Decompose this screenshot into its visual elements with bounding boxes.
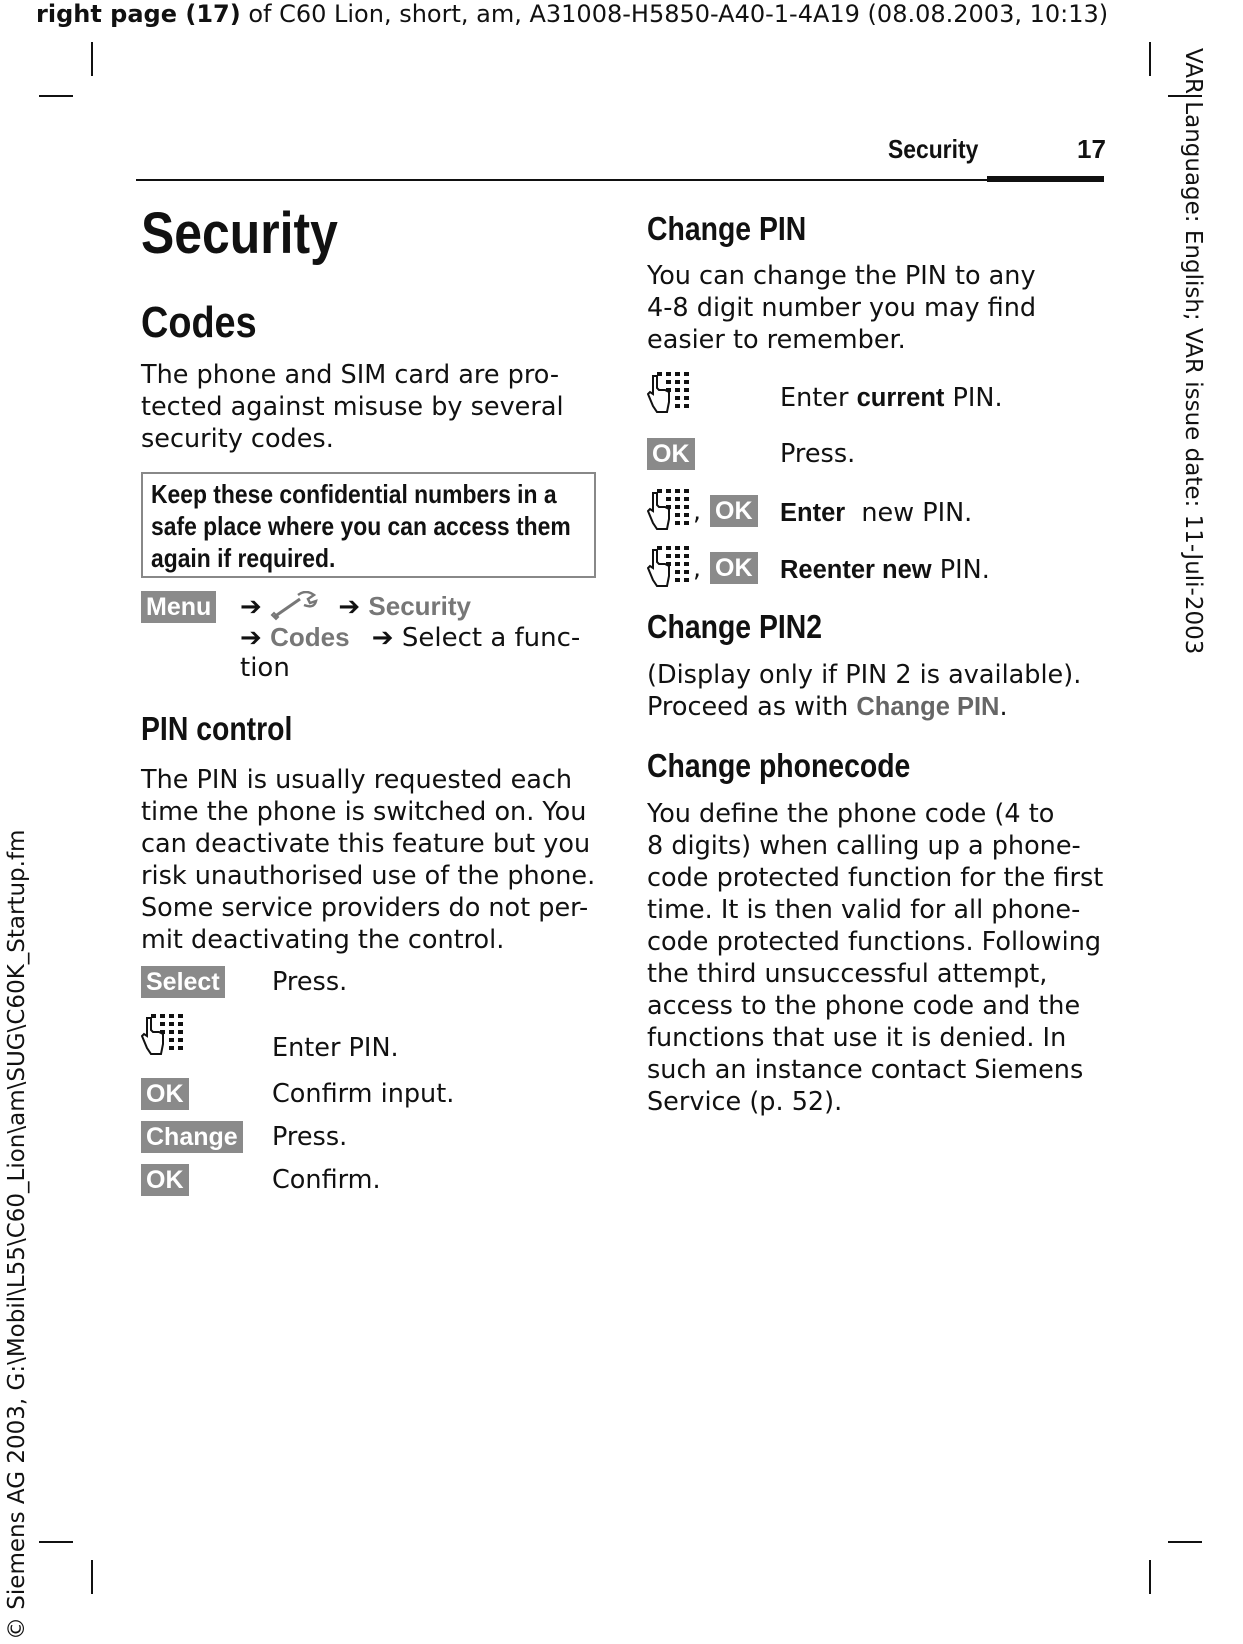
text-line: Some service providers do not per- [141,893,589,923]
crop-mark [39,95,73,97]
header-rule-accent [987,176,1104,182]
text-line: code protected functions. Following [647,927,1102,957]
step-row [647,546,990,590]
step-text-part: new PIN. [845,498,973,528]
step-row [141,1078,455,1110]
text-line: time the phone is switched on. You [141,797,587,827]
crop-header-page: right page (17) [36,0,241,28]
side-text-language: VAR Language: English; VAR issue date: 11-Juli-2003 [1180,48,1206,655]
text-line: tected against misuse by several [141,392,564,422]
text-line: time. It is then valid for all phone- [647,895,1081,925]
text-line: code protected function for the first [647,863,1104,893]
text-line: risk unauthorised use of the phone. [141,861,596,891]
step-text-part: Enter [780,383,857,413]
text-line: security codes. [141,424,334,454]
wrench-icon [270,591,318,621]
crop-mark [1149,42,1151,76]
notice-line: safe place where you can access them [151,511,571,541]
step-text-part: PIN. [931,555,990,585]
section-heading-codes: Codes [141,298,257,347]
text-line: access to the phone code and the [647,991,1081,1021]
page-number: 17 [1077,134,1106,164]
text-line-part: . [999,692,1008,722]
menu-softkey[interactable]: Menu [141,591,216,623]
page-title: Security [141,201,338,266]
text-line: Service (p. 52). [647,1087,843,1117]
arrow-icon: ➔ [338,592,361,622]
text-line: The phone and SIM card are pro- [141,360,560,390]
ok-softkey[interactable]: OK [647,438,695,470]
menu-path-line-1 [240,590,471,623]
crop-header-info: of C60 Lion, short, am, A31008-H5850-A40-1-4A19 (08.08.2003, 10:13) [240,0,1109,28]
step-text-bold: Reenter new [780,556,932,584]
notice-box [141,472,596,578]
change-pin2-paragraph [647,659,1081,723]
header-rule [136,179,1104,181]
step-row [141,966,348,998]
text-line: 4-8 digit number you may find [647,293,1037,323]
crop-mark [91,42,93,76]
menu-path-text: Select a func- [401,623,581,653]
step-row [647,438,856,470]
text-line-part: Proceed as with [647,692,857,722]
arrow-icon: ➔ [240,623,262,653]
ok-softkey[interactable]: OK [141,1164,189,1196]
step-text [780,497,972,529]
codes-paragraph [141,359,564,455]
text-line: (Display only if PIN 2 is available). [647,660,1082,690]
text-line: mit deactivating the control. [141,925,505,955]
keypad-icon [647,372,693,416]
step-text-part: PIN. [944,383,1003,413]
separator: , [693,553,701,583]
step-text-bold: Enter [780,499,846,527]
step-row [141,1164,381,1196]
crop-mark [39,1541,73,1543]
arrow-icon: ➔ [240,592,262,622]
keypad-icon [647,489,693,533]
step-text: Confirm. [272,1165,381,1195]
step-row [141,1121,348,1153]
step-row [647,489,973,533]
change-pin-reference[interactable]: Change PIN [856,693,1000,721]
pin-control-paragraph [141,764,595,956]
separator: , [693,496,701,526]
crop-mark [1168,1541,1202,1543]
side-text-copyright: © Siemens AG 2003, G:\Mobil\L55\C60_Lion\am\SUG\C60K_Startup.fm [4,829,30,1640]
step-text [780,382,1003,414]
menu-item-codes[interactable]: Codes [270,622,350,652]
subsection-heading-change-pin2: Change PIN2 [647,608,823,645]
ok-softkey[interactable]: OK [710,495,758,527]
running-header-title: Security [888,134,979,164]
ok-softkey[interactable]: OK [710,552,758,584]
text-line: such an instance contact Siemens [647,1055,1084,1085]
change-phonecode-paragraph [647,798,1103,1118]
text-line: functions that use it is denied. In [647,1023,1067,1053]
step-row [141,1014,399,1063]
menu-item-security[interactable]: Security [368,591,471,621]
ok-softkey[interactable]: OK [141,1078,189,1110]
menu-path [141,591,216,623]
menu-path-line-2 [240,621,580,654]
notice-line: again if required. [151,543,336,573]
menu-path-line-3 [240,652,290,684]
text-line: The PIN is usually requested each [141,765,573,795]
arrow-icon: ➔ [371,623,394,653]
step-text: Press. [272,967,348,997]
step-text-bold: current [856,384,945,412]
text-line: easier to remember. [647,325,906,355]
notice-line: Keep these confidential numbers in a [151,479,557,509]
select-softkey[interactable]: Select [141,966,225,998]
text-line: can deactivate this feature but you [141,829,591,859]
menu-path-text: tion [240,653,290,683]
text-line: 8 digits) when calling up a phone- [647,831,1081,861]
crop-header [36,0,1108,28]
text-line: You define the phone code (4 to [647,799,1055,829]
keypad-icon [141,1014,187,1058]
subsection-heading-change-pin: Change PIN [647,210,807,247]
text-line: You can change the PIN to any [647,261,1036,291]
subsection-heading-pin-control: PIN control [141,710,293,747]
step-text: Enter PIN. [272,1033,399,1063]
step-row [647,372,1003,416]
text-line [647,691,1081,723]
keypad-icon [647,546,693,590]
crop-mark [1149,1560,1151,1594]
subsection-heading-change-phonecode: Change phonecode [647,747,911,784]
crop-mark [91,1560,93,1594]
step-text [780,554,990,586]
change-pin-paragraph [647,260,1036,356]
step-text: Press. [780,439,856,469]
step-text: Confirm input. [272,1079,455,1109]
change-softkey[interactable]: Change [141,1121,243,1153]
step-text: Press. [272,1122,348,1152]
text-line: the third unsuccessful attempt, [647,959,1048,989]
